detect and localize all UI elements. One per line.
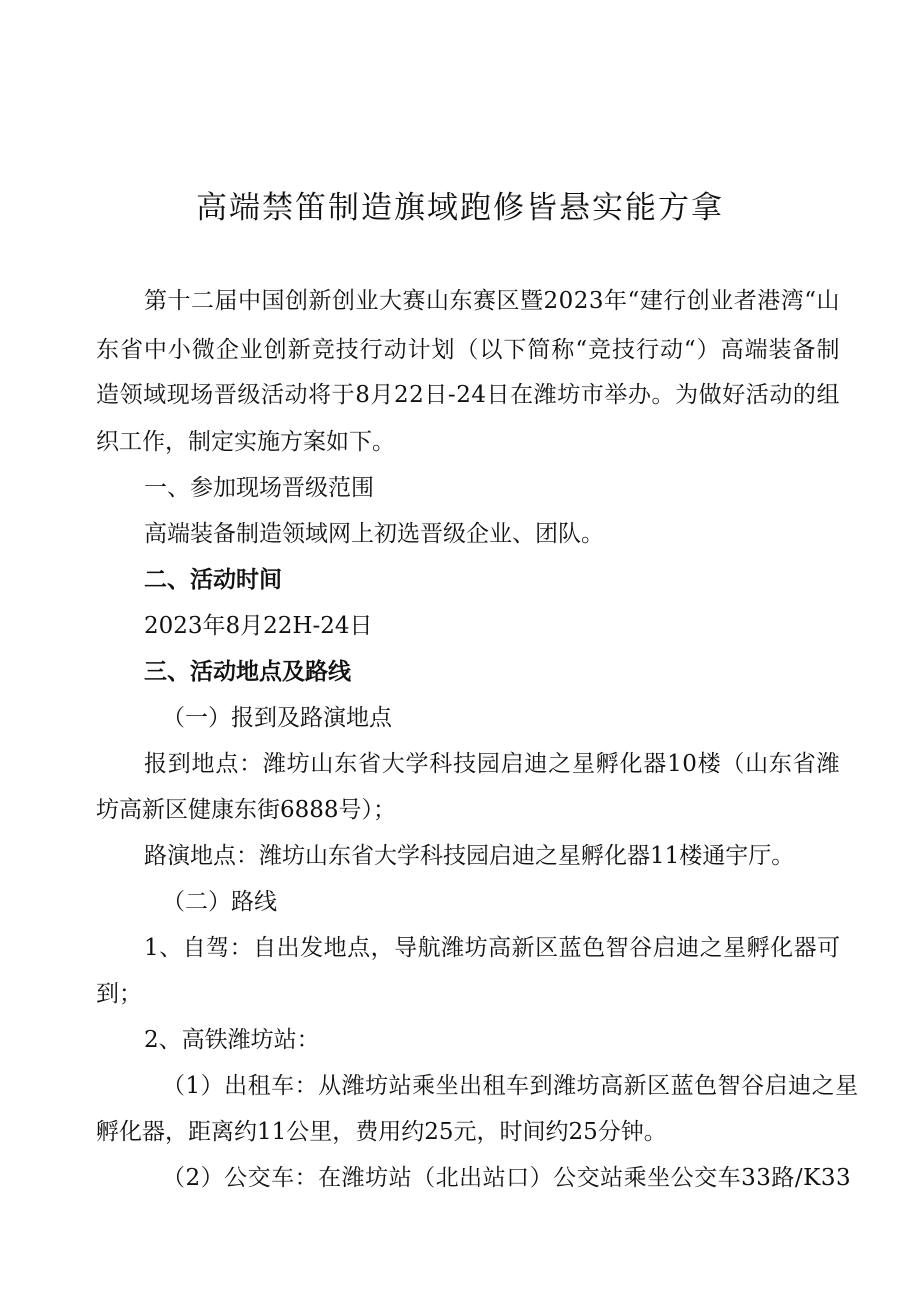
subsection-heading: （二）路线 — [162, 889, 277, 915]
paragraph: （2）公交车：在潍坊站（北出站口）公交站乘坐公交车33路/K33 — [162, 1165, 852, 1191]
paragraph: 2、高铁潍坊站： — [144, 1027, 320, 1053]
paragraph: 高端装备制造领域网上初选晋级企业、团队。 — [144, 521, 604, 547]
intro-line: 织工作，制定实施方案如下。 — [96, 429, 395, 455]
section-heading: 三、活动地点及路线 — [144, 659, 351, 685]
paragraph: （1）出租车：从潍坊站乘坐出租车到潍坊高新区蓝色智谷启迪之星 — [162, 1073, 859, 1099]
section-heading: 一、参加现场晋级范围 — [144, 475, 374, 501]
paragraph: 路演地点：潍坊山东省大学科技园启迪之星孵化器11楼通宇厅。 — [144, 843, 795, 869]
intro-line: 东省中小微企业创新竞技行动计划（以下简称“竞技行动“）高端装备制 — [96, 337, 840, 363]
paragraph: 2023年8月22H-24日 — [144, 613, 373, 639]
paragraph: 到； — [96, 981, 142, 1007]
paragraph: 孵化器，距离约11公里，费用约25元，时间约25分钟。 — [96, 1119, 667, 1145]
subsection-heading: （一）报到及路演地点 — [162, 705, 392, 731]
section-heading: 二、活动时间 — [144, 567, 282, 593]
document-title: 高端禁笛制造旗域跑修皆悬实能方拿 — [196, 190, 724, 226]
intro-line: 第十二届中国创新创业大赛山东赛区暨2023年“建行创业者港湾“山 — [144, 288, 841, 314]
intro-line: 造领域现场晋级活动将于8月22日-24日在潍坊市举办。为做好活动的组 — [96, 382, 840, 408]
paragraph: 1、自驾：自出发地点，导航潍坊高新区蓝色智谷启迪之星孵化器可 — [144, 935, 841, 961]
paragraph: 坊高新区健康东街6888号）； — [96, 797, 397, 823]
paragraph: 报到地点：潍坊山东省大学科技园启迪之星孵化器10楼（山东省潍 — [144, 751, 840, 777]
